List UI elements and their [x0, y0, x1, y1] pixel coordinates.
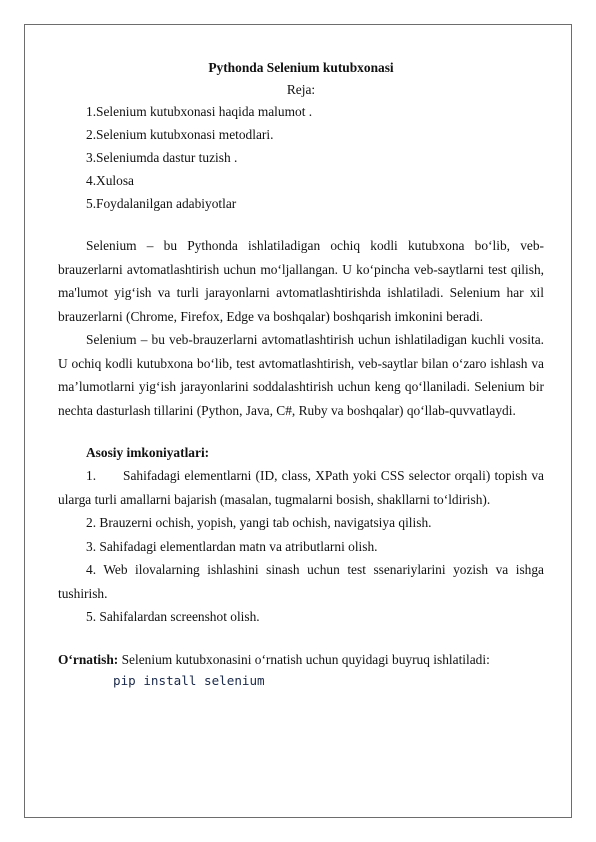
- plan-item: 3.Seleniumda dastur tuzish .: [86, 150, 238, 165]
- feature-item: 3. Sahifadagi elementlardan matn va atributlarni olish.: [86, 538, 378, 554]
- feature-item: 5. Sahifalardan screenshot olish.: [86, 609, 260, 624]
- intro-paragraph: Selenium – bu Pythonda ishlatiladigan ochiq kodli kutubxona bo‘lib, veb-brauzerlarni avtomatlashtirish uchun mo‘ljallangan. U ko‘pincha veb-saytlarni test qilish, ma'lumot yig‘ish va turli jarayonlarni avtomatlashtirishda ishlatiladi. Selenium har xil brauzerlarni (Chrome, Firefox, Edge va boshqalar) boshqarish imkonini beradi.: [58, 238, 544, 324]
- spacer: [58, 422, 544, 441]
- intro-paragraph: Selenium – bu veb-brauzerlarni avtomatlashtirish uchun ishlatiladigan kuchli vosita. U ochiq kodli kutubxona bo‘lib, test avtomatlashtirish, veb-saytlar bilan o‘zaro ishlash va ma’lumotlarni yig‘ish jarayonlarini soddalashtirish uchun keng qo‘llaniladi. Selenium bir nechta dasturlash tillarini (Python, Java, C#, Ruby va boshqalar) qo‘llab-quvvatlaydi.: [58, 332, 544, 418]
- plan-list: [58, 100, 544, 215]
- feature-text: Sahifadagi elementlarni (ID, class, XPath yoki CSS selector orqali) topish va ularga turli amallarni bajarish (masalan, tugmalarni bosish, shakllarni to‘ldirish).: [58, 468, 544, 507]
- install-paragraph: [58, 648, 544, 672]
- spacer: [58, 215, 544, 234]
- document-title: Pythonda Selenium kutubxonasi: [208, 60, 394, 75]
- plan-item: 5.Foydalanilgan adabiyotlar: [86, 196, 237, 211]
- install-command: pip install selenium: [113, 673, 265, 688]
- feature-item: 4. Web ilovalarning ishlashini sinash uchun test ssenariylarini yozish va ishga tushirish.: [58, 562, 544, 601]
- plan-item: 4.Xulosa: [86, 173, 134, 188]
- plan-item: 2.Selenium kutubxonasi metodlari.: [86, 127, 274, 142]
- spacer: [58, 629, 544, 648]
- install-label: O‘rnatish:: [58, 651, 119, 667]
- document-body: [58, 58, 544, 691]
- plan-item: 1.Selenium kutubxonasi haqida malumot .: [86, 104, 313, 119]
- features-heading: Asosiy imkoniyatlari:: [86, 445, 210, 460]
- feature-number: 1.: [86, 468, 97, 483]
- install-text: Selenium kutubxonasini o‘rnatish uchun quyidagi buyruq ishlatiladi:: [118, 651, 490, 667]
- plan-heading: Reja:: [286, 82, 316, 97]
- feature-item: 2. Brauzerni ochish, yopish, yangi tab ochish, navigatsiya qilish.: [86, 515, 432, 530]
- feature-item: [58, 464, 544, 511]
